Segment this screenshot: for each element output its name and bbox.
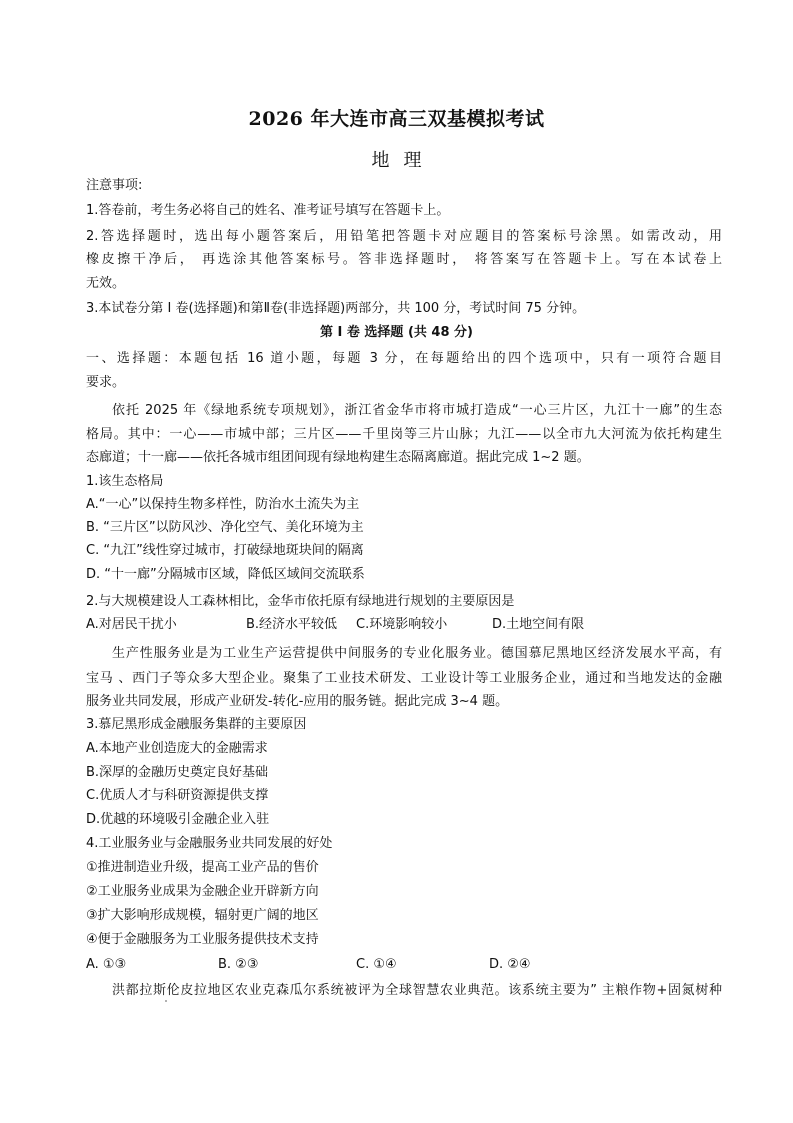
- question-1-option-a: A.“一心”以保持生物多样性，防治水土流失为主: [86, 497, 360, 512]
- question-4-stem: 4.工业服务业与金融服务业共同发展的好处: [86, 836, 333, 851]
- question-2-stem: 2.与大规模建设人工森林相比，金华市依托原有绿地进行规划的主要原因是: [86, 594, 515, 609]
- section-title: 第 Ⅰ 卷 选择题 (共 48 分): [320, 325, 473, 340]
- notice-item-2: 2.答选择题时，选出每小题答案后，用铅笔把答题卡对应题目的答案标号涂黑。如需改动，用: [86, 229, 722, 244]
- question-4-statement: ①推进制造业升级，提高工业产品的售价: [86, 860, 319, 875]
- question-2-options: [86, 616, 722, 634]
- passage2-line: 生产性服务业是为工业生产运营提供中间服务的专业化服务业。德国慕尼黑地区经济发展水平高，有: [112, 646, 722, 661]
- question-4-options: [86, 956, 722, 974]
- notice-item-3: 3.本试卷分第 Ⅰ 卷(选择题)和第Ⅱ卷(非选择题)两部分，共 100 分，考试时间 75 分钟。: [86, 301, 586, 316]
- question-4-option-b: B. ②③: [218, 957, 259, 972]
- scan-speck: [165, 1000, 167, 1002]
- passage3-line: 洪都拉斯伦皮拉地区农业克森瓜尔系统被评为全球智慧农业典范。该系统主要为” 主粮作物+固氮树种: [112, 983, 722, 998]
- question-4-option-c: C. ①④: [356, 957, 397, 972]
- passage2-line: 宝马 、西门子等众多大型企业。聚集了工业技术研发、工业设计等工业服务企业，通过和当地发达的金融: [86, 671, 722, 686]
- question-4-statement: ④便于金融服务为工业服务提供技术支持: [86, 932, 319, 947]
- question-4-statement: ②工业服务业成果为金融企业开辟新方向: [86, 884, 319, 899]
- exam-title: 2026 年大连市高三双基模拟考试: [248, 108, 545, 130]
- question-4-statement: ③扩大影响形成规模，辐射更广阔的地区: [86, 908, 319, 923]
- section-intro: 一、选择题：本题包括 16 道小题，每题 3 分，在每题给出的四个选项中，只有一项符合题目: [86, 351, 722, 366]
- question-2-option-c: C.环境影响较小: [356, 617, 448, 632]
- question-4-option-d: D. ②④: [489, 957, 531, 972]
- question-3-option-d: D.优越的环境吸引金融企业入驻: [86, 812, 270, 827]
- question-1-stem: 1.该生态格局: [86, 474, 164, 489]
- notice-item-1: 1.答卷前，考生务必将自己的姓名、准考证号填写在答题卡上。: [86, 203, 450, 218]
- question-2-option-a: A.对居民干扰小: [86, 617, 177, 632]
- question-1-option-c: C. “九江”线性穿过城市，打破绿地斑块间的隔离: [86, 543, 364, 558]
- passage1-line: 态廊道；十一廊——依托各城市组团间现有绿地构建生态隔离廊道。据此完成 1~2 题。: [86, 450, 590, 465]
- question-1-option-d: D. “十一廊”分隔城市区域，降低区域间交流联系: [86, 567, 365, 582]
- passage2-line: 服务业共同发展，形成产业研发-转化-应用的服务链。据此完成 3~4 题。: [86, 694, 509, 709]
- question-4-option-a: A. ①③: [86, 957, 127, 972]
- question-3-stem: 3.慕尼黑形成金融服务集群的主要原因: [86, 717, 307, 732]
- question-2-option-b: B.经济水平较低: [246, 617, 338, 632]
- section-intro-end: 要求。: [86, 375, 126, 390]
- question-3-option-b: B.深厚的金融历史奠定良好基础: [86, 765, 269, 780]
- notice-item-2-end: 无效。: [86, 276, 126, 291]
- passage1-line: 依托 2025 年《绿地系统专项规划》，浙江省金华市将市城打造成“一心三片区，九江十一廊”的生态: [112, 403, 722, 418]
- passage1-line: 格局。其中：一心——市城中部；三片区——千里岗等三片山脉；九江——以全市九大河流为依托构建生: [86, 427, 722, 442]
- question-1-option-b: B. “三片区”以防风沙、净化空气、美化环境为主: [86, 520, 364, 535]
- notice-heading: 注意事项:: [86, 178, 143, 193]
- subject-title: 地理: [371, 150, 436, 171]
- question-3-option-c: C.优质人才与科研资源提供支撑: [86, 788, 269, 803]
- notice-item-2-cont: 橡皮擦干净后， 再选涂其他答案标号。答非选择题时， 将答案写在答题卡上。写在本试卷上: [86, 252, 722, 267]
- question-3-option-a: A.本地产业创造庞大的金融需求: [86, 741, 268, 756]
- question-2-option-d: D.土地空间有限: [492, 617, 585, 632]
